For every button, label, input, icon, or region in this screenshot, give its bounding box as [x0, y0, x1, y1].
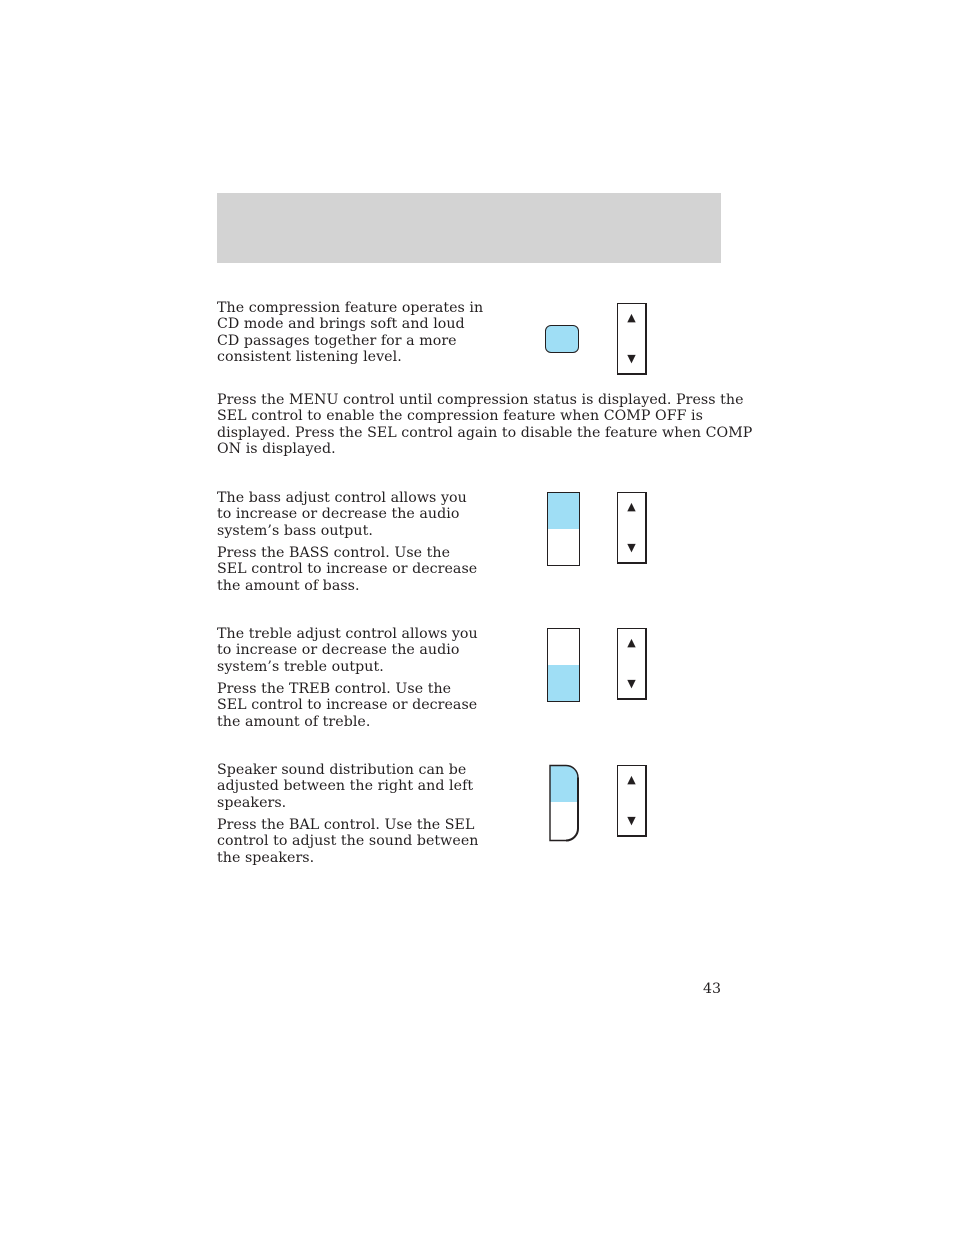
sel-control-icon — [617, 628, 647, 700]
treble-instructions-line: SEL control to increase or decrease — [217, 697, 478, 714]
sel-control-icon — [617, 303, 647, 375]
page-number: 43 — [702, 981, 721, 997]
treble-instructions — [217, 681, 477, 730]
down-arrow-icon: ▼ — [627, 541, 636, 554]
up-arrow-icon: ▲ — [627, 636, 636, 649]
balance-control-icon — [548, 764, 582, 842]
treble-instructions-line: Press the TREB control. Use the — [217, 681, 452, 697]
balance-instructions-line: control to adjust the sound between — [217, 833, 479, 850]
sel-control-icon — [617, 765, 647, 837]
bass-instructions-line: SEL control to increase or decrease — [217, 561, 478, 578]
down-arrow-icon: ▼ — [627, 814, 636, 827]
compression-instructions-line: Press the MENU control until compression status is displayed. Press the — [217, 392, 744, 408]
balance-instructions — [217, 817, 478, 866]
section-header-band — [217, 193, 721, 263]
bass-intro-line: system’s bass output. — [217, 522, 373, 539]
balance-intro — [217, 762, 473, 811]
balance-intro-line: speakers. — [217, 794, 287, 811]
down-arrow-icon: ▼ — [627, 677, 636, 690]
bass-intro — [217, 490, 467, 539]
treble-intro-line: to increase or decrease the audio — [217, 642, 460, 659]
compression-intro-line: CD mode and brings soft and loud — [217, 316, 465, 333]
sel-control-icon — [617, 492, 647, 564]
bass-instructions-line: the amount of bass. — [217, 577, 360, 594]
bass-instructions — [217, 545, 477, 594]
treble-intro-line: The treble adjust control allows you — [217, 626, 478, 642]
bass-intro-line: The bass adjust control allows you — [217, 490, 467, 506]
compression-intro-line: The compression feature operates in — [217, 300, 484, 316]
compression-intro-line: CD passages together for a more — [217, 332, 457, 349]
treble-level-fill — [548, 665, 579, 701]
treble-intro — [217, 626, 478, 675]
bass-level-fill — [548, 493, 579, 529]
compression-intro-line: consistent listening level. — [217, 348, 402, 365]
compression-intro — [217, 300, 483, 365]
bass-intro-line: to increase or decrease the audio — [217, 506, 460, 523]
treble-instructions-line: the amount of treble. — [217, 713, 371, 730]
compression-instructions-line: displayed. Press the SEL control again to disable the feature when COMP — [217, 424, 753, 441]
bass-level-icon — [547, 492, 580, 566]
compression-instructions-line: SEL control to enable the compression feature when COMP OFF is — [217, 408, 703, 425]
up-arrow-icon: ▲ — [627, 500, 636, 513]
balance-intro-line: adjusted between the right and left — [217, 778, 474, 795]
up-arrow-icon: ▲ — [627, 311, 636, 324]
up-arrow-icon: ▲ — [627, 773, 636, 786]
balance-instructions-line: the speakers. — [217, 849, 315, 866]
balance-level-fill — [548, 764, 582, 802]
menu-button-icon — [545, 325, 579, 353]
treble-intro-line: system’s treble output. — [217, 658, 384, 675]
balance-instructions-line: Press the BAL control. Use the SEL — [217, 817, 475, 833]
compression-instructions — [217, 392, 752, 457]
treble-level-icon — [547, 628, 580, 702]
bass-instructions-line: Press the BASS control. Use the — [217, 545, 451, 561]
balance-intro-line: Speaker sound distribution can be — [217, 762, 467, 778]
down-arrow-icon: ▼ — [627, 352, 636, 365]
compression-instructions-line: ON is displayed. — [217, 440, 336, 457]
